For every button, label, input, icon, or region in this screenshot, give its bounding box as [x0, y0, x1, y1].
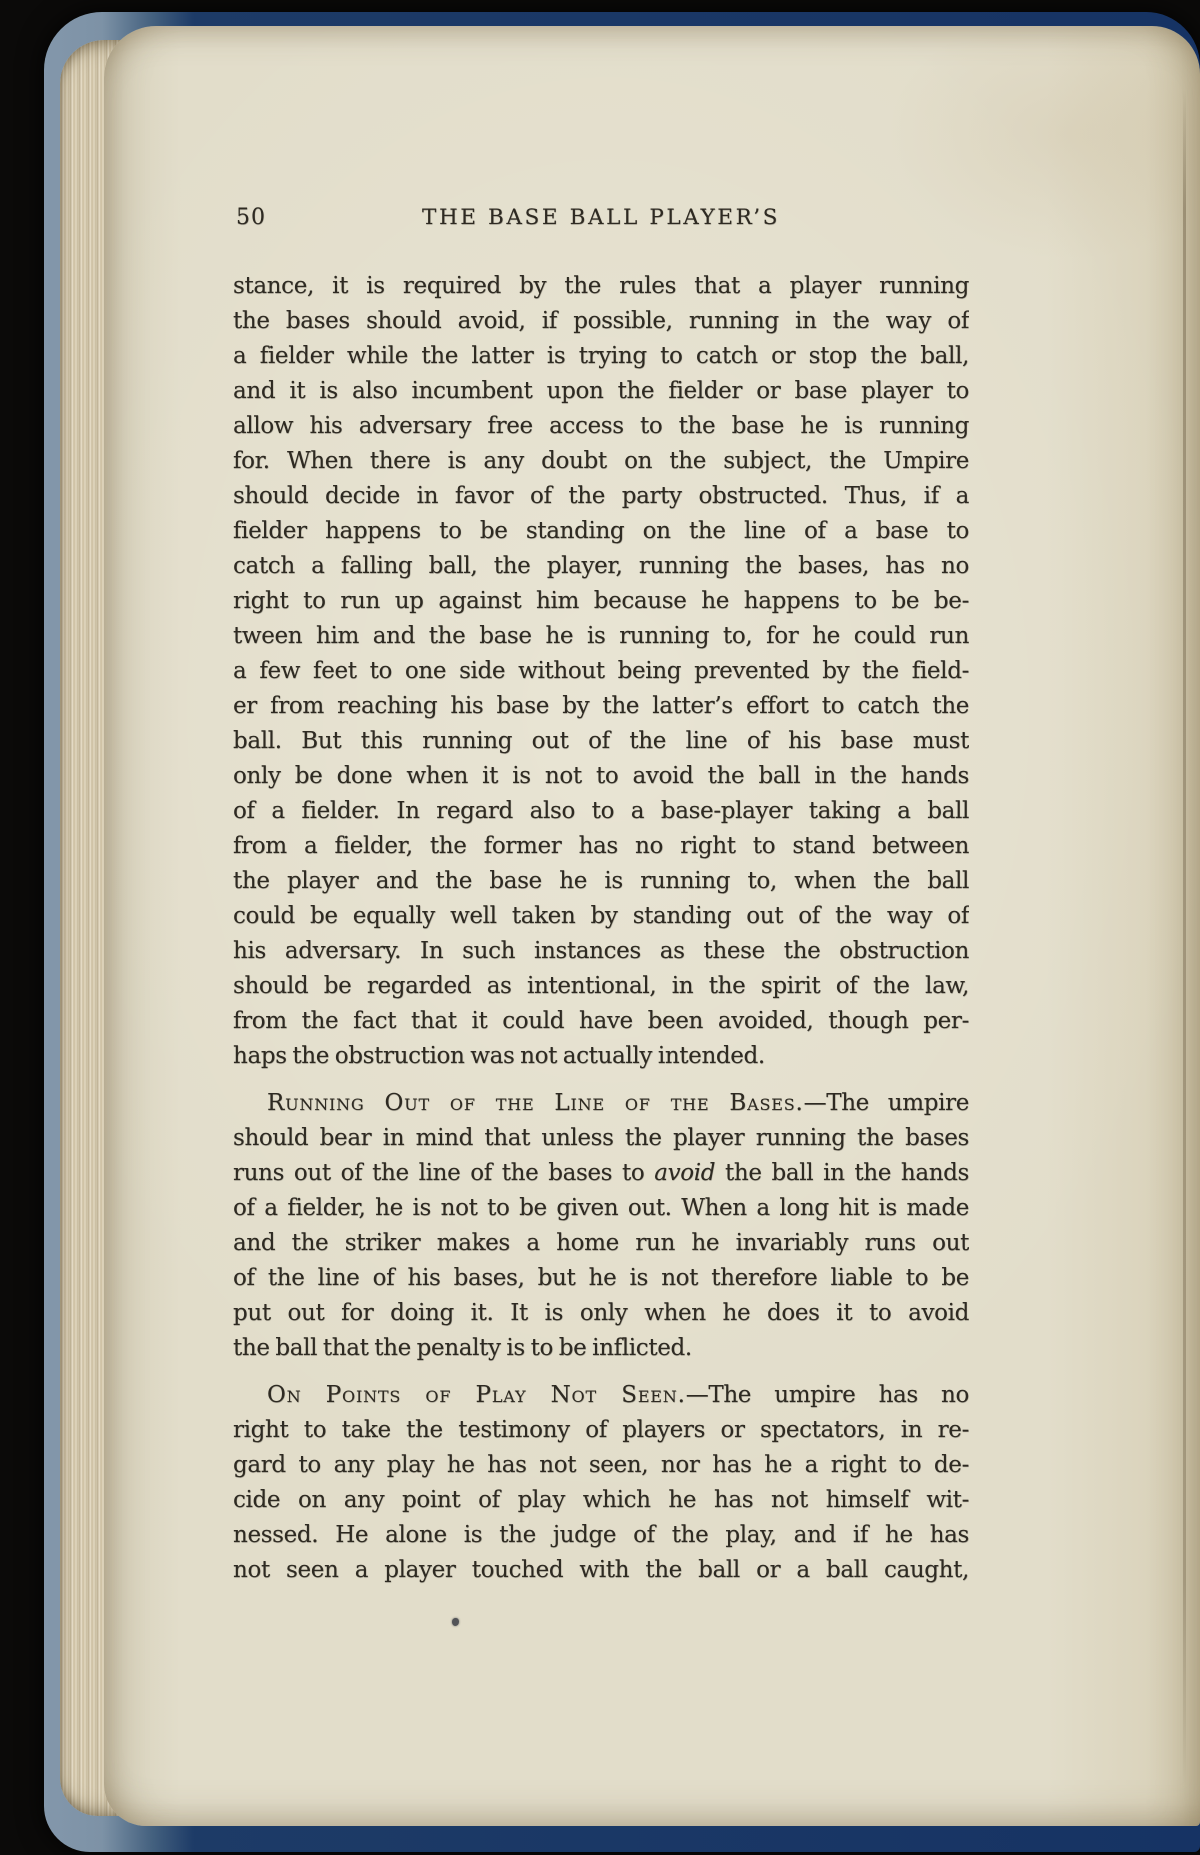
- paragraph: [233, 269, 969, 1074]
- text-segment: his adversary. In such instances as these the obstruction: [233, 938, 969, 964]
- text-line: [233, 1378, 969, 1413]
- text-line: [233, 304, 969, 339]
- text-segment: and it is also incumbent upon the fielder or base player to: [233, 378, 969, 404]
- page-header: [233, 203, 969, 233]
- text-segment: only be done when it is not to avoid the ball in the hands: [233, 763, 969, 789]
- body-text: [233, 269, 969, 1588]
- text-line: [233, 759, 969, 794]
- text-line: [233, 1331, 969, 1366]
- text-segment: should bear in mind that unless the player running the bases: [233, 1125, 969, 1151]
- text-line: [233, 829, 969, 864]
- text-line: [233, 934, 969, 969]
- text-segment: tween him and the base he is running to, for he could run: [233, 623, 969, 649]
- text-segment: ball. But this running out of the line of his base must: [233, 728, 969, 754]
- smallcaps-heading: On Points of Play Not Seen.: [267, 1382, 686, 1408]
- text-line: [233, 1226, 969, 1261]
- text-line: [233, 514, 969, 549]
- text-segment: nessed. He alone is the judge of the play, and if he has: [233, 1522, 969, 1548]
- text-line: [233, 1553, 969, 1588]
- text-segment: a fielder while the latter is trying to catch or stop the ball,: [233, 343, 969, 369]
- text-line: [233, 1156, 969, 1191]
- text-line: [233, 654, 969, 689]
- text-line: [233, 1039, 969, 1074]
- text-line: [233, 1004, 969, 1039]
- paragraph: [233, 1086, 969, 1366]
- text-line: [233, 479, 969, 514]
- text-line: [233, 1121, 969, 1156]
- text-line: [233, 444, 969, 479]
- text-segment: catch a falling ball, the player, running the bases, has no: [233, 553, 969, 579]
- text-line: [233, 969, 969, 1004]
- typeset-area: [233, 203, 969, 1588]
- text-line: [233, 1086, 969, 1121]
- text-segment: —The umpire: [803, 1090, 969, 1116]
- text-segment: —The umpire has no: [685, 1382, 969, 1408]
- text-line: [233, 1518, 969, 1553]
- text-segment: er from reaching his base by the latter’s effort to catch the: [233, 693, 969, 719]
- text-segment: should decide in favor of the party obstructed. Thus, if a: [233, 483, 969, 509]
- text-segment: haps the obstruction was not actually intended.: [233, 1043, 765, 1069]
- text-segment: of a fielder, he is not to be given out. When a long hit is made: [233, 1195, 969, 1221]
- italic-word: avoid: [654, 1160, 716, 1186]
- text-line: [233, 1296, 969, 1331]
- text-line: [233, 409, 969, 444]
- text-line: [233, 899, 969, 934]
- text-segment: put out for doing it. It is only when he does it to avoid: [233, 1300, 969, 1326]
- text-segment: should be regarded as intentional, in the spirit of the law,: [233, 973, 969, 999]
- smallcaps-heading: Running Out of the Line of the Bases.: [267, 1090, 804, 1116]
- text-segment: gard to any play he has not seen, nor has he a right to de-: [233, 1452, 969, 1478]
- text-segment: from a fielder, the former has no right to stand between: [233, 833, 969, 859]
- running-title: THE BASE BALL PLAYER’S: [422, 205, 780, 230]
- text-line: [233, 864, 969, 899]
- text-line: [233, 1483, 969, 1518]
- text-segment: from the fact that it could have been avoided, though per-: [233, 1008, 969, 1034]
- text-segment: the ball that the penalty is to be inflicted.: [233, 1335, 692, 1361]
- text-segment: right to take the testimony of players or spectators, in re-: [233, 1417, 969, 1443]
- book-page: [104, 26, 1200, 1826]
- text-segment: the bases should avoid, if possible, running in the way of: [233, 308, 969, 334]
- text-line: [233, 619, 969, 654]
- text-segment: of a fielder. In regard also to a base-player taking a ball: [233, 798, 969, 824]
- text-line: [233, 1191, 969, 1226]
- text-segment: a few feet to one side without being prevented by the field-: [233, 658, 969, 684]
- text-segment: right to run up against him because he happens to be be-: [233, 588, 969, 614]
- text-segment: for. When there is any doubt on the subject, the Umpire: [233, 448, 969, 474]
- text-segment: of the line of his bases, but he is not therefore liable to be: [233, 1265, 969, 1291]
- text-line: [233, 689, 969, 724]
- text-segment: cide on any point of play which he has not himself wit-: [233, 1487, 969, 1513]
- text-line: [233, 1261, 969, 1296]
- text-line: [233, 724, 969, 759]
- text-segment: not seen a player touched with the ball or a ball caught,: [233, 1557, 969, 1583]
- text-line: [233, 374, 969, 409]
- text-segment: could be equally well taken by standing out of the way of: [233, 903, 969, 929]
- text-segment: and the striker makes a home run he invariably runs out: [233, 1230, 969, 1256]
- text-segment: runs out of the line of the bases to: [233, 1160, 655, 1186]
- paragraph: [233, 1378, 969, 1588]
- text-line: [233, 549, 969, 584]
- text-line: [233, 269, 969, 304]
- page-crease-line: [1183, 90, 1186, 1786]
- text-segment: allow his adversary free access to the base he is running: [233, 413, 969, 439]
- text-line: [233, 1413, 969, 1448]
- text-segment: fielder happens to be standing on the line of a base to: [233, 518, 969, 544]
- text-line: [233, 339, 969, 374]
- text-segment: stance, it is required by the rules that a player running: [233, 273, 969, 299]
- text-line: [233, 794, 969, 829]
- text-segment: the ball in the hands: [715, 1160, 969, 1186]
- page-number: 50: [236, 205, 266, 230]
- text-line: [233, 584, 969, 619]
- text-segment: the player and the base he is running to, when the ball: [233, 868, 969, 894]
- ink-speck: [452, 1618, 459, 1626]
- text-line: [233, 1448, 969, 1483]
